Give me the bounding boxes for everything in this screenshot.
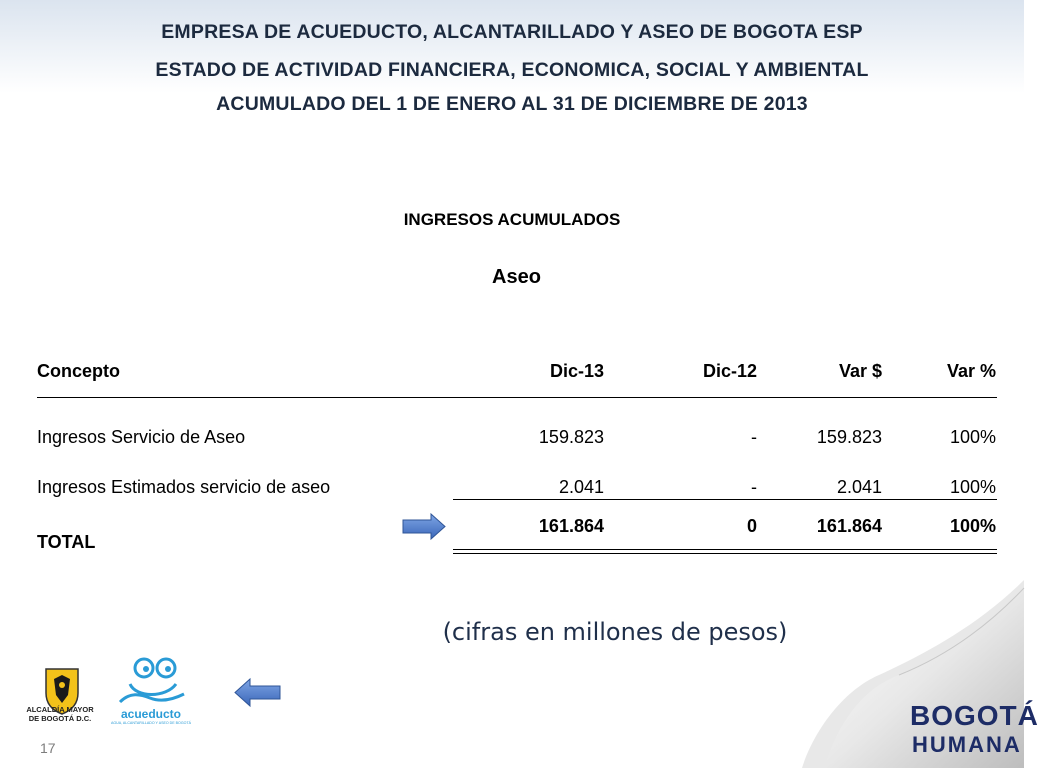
table-row-var-abs: 159.823 <box>816 427 882 447</box>
bogota-logo-bottom: HUMANA <box>912 732 1022 757</box>
table-row-dic13: 159.823 <box>538 427 604 447</box>
currency-note: (cifras en millones de pesos) <box>442 618 788 646</box>
total-var-pct: 100% <box>949 516 996 536</box>
acueducto-frog-logo <box>110 654 192 726</box>
total-var-abs: 161.864 <box>816 516 882 536</box>
alcaldia-line1: ALCALDÍA MAYOR <box>26 705 94 714</box>
total-double-rule-top <box>453 549 997 550</box>
title-line-company: EMPRESA DE ACUEDUCTO, ALCANTARILLADO Y ASEO DE BOGOTA ESP <box>161 21 863 43</box>
table-row-dic12: - <box>751 427 757 447</box>
total-dic12: 0 <box>746 516 757 536</box>
arrow-right-icon <box>401 512 447 541</box>
subtotal-rule <box>453 499 997 500</box>
title-line-statement: ESTADO DE ACTIVIDAD FINANCIERA, ECONOMICA, SOCIAL Y AMBIENTAL <box>155 59 869 81</box>
table-row-dic12: - <box>751 477 757 497</box>
title-banner <box>0 0 1024 124</box>
table-row-var-pct: 100% <box>949 477 996 497</box>
table-row-var-abs: 2.041 <box>836 477 882 497</box>
col-header-dic13: Dic-13 <box>549 361 604 381</box>
total-double-rule-bottom <box>453 553 997 554</box>
bogota-humana-logo <box>910 700 1039 760</box>
section-title: INGRESOS ACUMULADOS <box>403 210 621 229</box>
acueducto-name: acueducto <box>120 707 182 721</box>
col-header-var-pct: Var % <box>946 361 996 381</box>
header-divider <box>37 397 997 398</box>
page-number: 17 <box>40 740 56 756</box>
total-label: TOTAL <box>37 532 96 552</box>
col-header-dic12: Dic-12 <box>702 361 757 381</box>
total-dic13: 161.864 <box>538 516 604 536</box>
table-row-var-pct: 100% <box>949 427 996 447</box>
back-arrow-icon[interactable] <box>233 677 282 708</box>
col-header-var-abs: Var $ <box>838 361 882 381</box>
table-row-dic13: 2.041 <box>558 477 604 497</box>
title-line-period: ACUMULADO DEL 1 DE ENERO AL 31 DE DICIEMBRE DE 2013 <box>216 93 808 115</box>
alcaldia-line2: DE BOGOTÁ D.C. <box>28 714 92 723</box>
bogota-logo-top: BOGOTÁ <box>910 700 1039 731</box>
table-row-concept: Ingresos Estimados servicio de aseo <box>37 477 331 497</box>
col-header-concept: Concepto <box>37 361 120 381</box>
subsection-title: Aseo <box>492 266 541 288</box>
table-row-concept: Ingresos Servicio de Aseo <box>37 427 246 447</box>
alcaldia-logo-text <box>22 705 98 723</box>
acueducto-tagline: AGUA, ALCANTARILLADO Y ASEO DE BOGOTÁ <box>110 721 192 725</box>
